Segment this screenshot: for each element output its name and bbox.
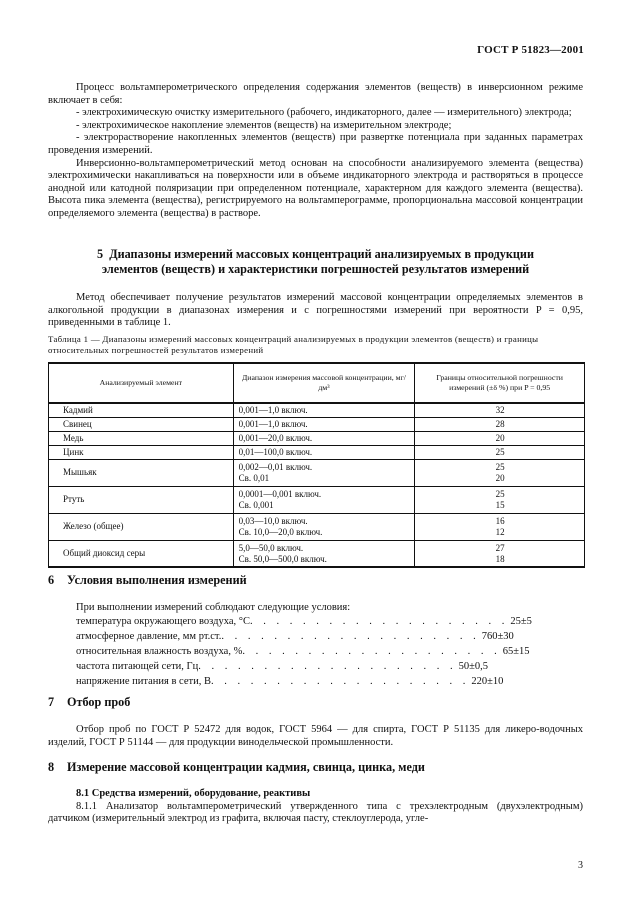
table-header-cell: Диапазон измерения массовой концентрации, мг/дм³ [233,363,415,403]
element-cell: Кадмий [49,403,234,417]
section8-heading [48,760,583,775]
section5-body [48,292,583,356]
section7-title: Отбор проб [67,695,131,709]
section7-heading [48,695,583,710]
table-row [49,486,585,513]
range-cell: 0,001—1,0 включ. [233,403,415,417]
element-cell: Медь [49,431,234,445]
element-cell: Свинец [49,417,234,431]
error-cell: 32 [415,403,585,417]
section8-subtitle: 8.1 Средства измерений, оборудование, реактивы [76,788,311,799]
error-line: 16 [495,516,505,526]
range-cell [233,540,415,567]
condition-row: напряжение питания в сети, В . . . . . . . . . . . . . . . . . . . . 220±10 [76,676,504,687]
range-line: Св. 0,001 [238,499,274,510]
table-row [49,403,585,417]
section6-number: 6 [48,573,55,587]
condition-label: частота питающей сети, Гц [76,661,199,672]
range-line: 5,0—50,0 включ. [238,542,304,553]
conditions-list [76,614,532,689]
error-line: 15 [495,499,505,510]
error-cell: 25 [415,445,585,459]
standard-header: ГОСТ Р 51823—2001 [477,44,584,56]
condition-value: 50±0,5 [458,661,488,672]
section5-text: Метод обеспечивает получение результатов измерений массовой концентрации определяемых элементов в алкогольной продукции в диапазонах измерения и с погрешностями измерений при вероятности P = 0,95, приведенными в таблице 1. [48,292,583,329]
error-cell: 28 [415,417,585,431]
section5-title-line2: элементов (веществ) и характеристики погрешностей результатов измерений [101,262,530,276]
condition-value: 65±15 [502,646,530,657]
table-header-cell: Границы относительной погрешности измерений (±δ %) при P = 0,95 [415,363,585,403]
error-line: 27 [495,542,505,553]
range-cell [233,459,415,486]
intro-item: - электрохимическую очистку измерительного (рабочего, индикаторного, далее — измерительного) электрода; [76,107,572,119]
section5-heading [48,247,583,277]
condition-row: атмосферное давление, мм рт.ст. . . . . . . . . . . . . . . . . . . . . 760±30 [76,631,514,642]
range-cell: 0,001—1,0 включ. [233,417,415,431]
error-cell [415,459,585,486]
section7-body [48,724,583,749]
table-1 [48,362,585,568]
intro-paragraph: Процесс вольтамперометрического определения содержания элементов (веществ) в инверсионном режиме включает в себя: [48,82,583,106]
table-row [49,445,585,459]
error-cell: 20 [415,431,585,445]
table-header-cell: Анализируемый элемент [49,363,234,403]
section5-number: 5 [97,247,104,261]
range-cell: 0,001—20,0 включ. [233,431,415,445]
element-cell: Мышьяк [49,459,234,486]
table-row [49,431,585,445]
section6-title: Условия выполнения измерений [67,573,247,587]
table-header-row [49,363,585,403]
error-cell [415,540,585,567]
section5-title-line1: Диапазоны измерений массовых концентраций анализируемых в продукции [109,247,534,261]
range-line: Св. 50,0—500,0 включ. [238,553,327,564]
condition-label: температура окружающего воздуха, °С [76,616,250,627]
condition-value: 25±5 [510,616,532,627]
error-line: 12 [495,526,505,537]
error-cell [415,513,585,540]
element-cell: Ртуть [49,486,234,513]
range-line: 0,002—0,01 включ. [238,462,313,472]
range-line: Св. 0,01 [238,472,270,483]
table-row [49,513,585,540]
intro-block [48,82,583,221]
range-line: 0,03—10,0 включ. [238,516,308,526]
table-row [49,417,585,431]
error-line: 20 [495,472,505,483]
range-line: 0,0001—0,001 включ. [238,489,322,499]
intro-paragraph: Инверсионно-вольтамперометрический метод основан на способности анализируемого элемента (вещества) электрохимически накапливаться на поверхности или в объеме индикаторного электрода и растворяться в процессе анодной или катодной поляризации при определенном потенциале, характерном для каждого элемента (вещества). Высота пика элемента (вещества), регистрируемого на вольтамперограмме, пропорциональна массовой концентрации определяемого элемента (вещества) в растворе. [48,157,583,219]
section6-intro: При выполнении измерений соблюдают следующие условия: [76,602,351,613]
range-cell [233,513,415,540]
error-cell [415,486,585,513]
condition-row: температура окружающего воздуха, °С . . . . . . . . . . . . . . . . . . . . 25±5 [76,616,532,627]
section8-title: Измерение массовой концентрации кадмия, свинца, цинка, меди [67,760,425,774]
table-row [49,459,585,486]
section7-number: 7 [48,695,55,709]
error-line: 25 [495,462,505,472]
condition-row: частота питающей сети, Гц . . . . . . . . . . . . . . . . . . . . 50±0,5 [76,661,488,672]
condition-label: атмосферное давление, мм рт.ст. [76,631,222,642]
table-row [49,540,585,567]
table-caption: Таблица 1 — Диапазоны измерений массовых концентраций анализируемых в продукции элементов (веществ) и границы относительных погрешностей результатов измерений [48,333,539,355]
condition-label: напряжение питания в сети, В [76,676,211,687]
section6-heading [48,573,583,588]
range-cell [233,486,415,513]
element-cell: Цинк [49,445,234,459]
range-cell: 0,01—100,0 включ. [233,445,415,459]
section8-number: 8 [48,760,55,774]
element-cell: Железо (общее) [49,513,234,540]
page-number: 3 [578,860,583,871]
intro-item: - электрорастворение накопленных элементов (веществ) при развертке потенциала при заданных параметрах проведения измерений. [48,132,583,156]
condition-value: 760±30 [481,631,514,642]
section8-body [48,788,583,826]
section6-intro-block [48,602,583,615]
section8-text: 8.1.1 Анализатор вольтамперометрический утвержденного типа с трехэлектродным (двухэлектродным) датчиком (измерительный электрод из графита, включая пасту, стеклоуглерода, угле- [48,800,583,825]
error-line: 25 [495,489,505,499]
intro-item: - электрохимическое накопление элементов (веществ) на измерительном электроде; [76,119,452,131]
range-line: Св. 10,0—20,0 включ. [238,526,323,537]
condition-label: относительная влажность воздуха, % [76,646,243,657]
condition-row: относительная влажность воздуха, % . . . . . . . . . . . . . . . . . . . . 65±15 [76,646,530,657]
section7-text: Отбор проб по ГОСТ Р 52472 для водок, ГОСТ 5964 — для спирта, ГОСТ Р 51135 для ликеро-водочных изделий, ГОСТ Р 51144 — для продукции винодельческой промышленности. [48,724,583,748]
element-cell: Общий диоксид серы [49,540,234,567]
condition-value: 220±10 [471,676,504,687]
error-line: 18 [495,553,505,564]
